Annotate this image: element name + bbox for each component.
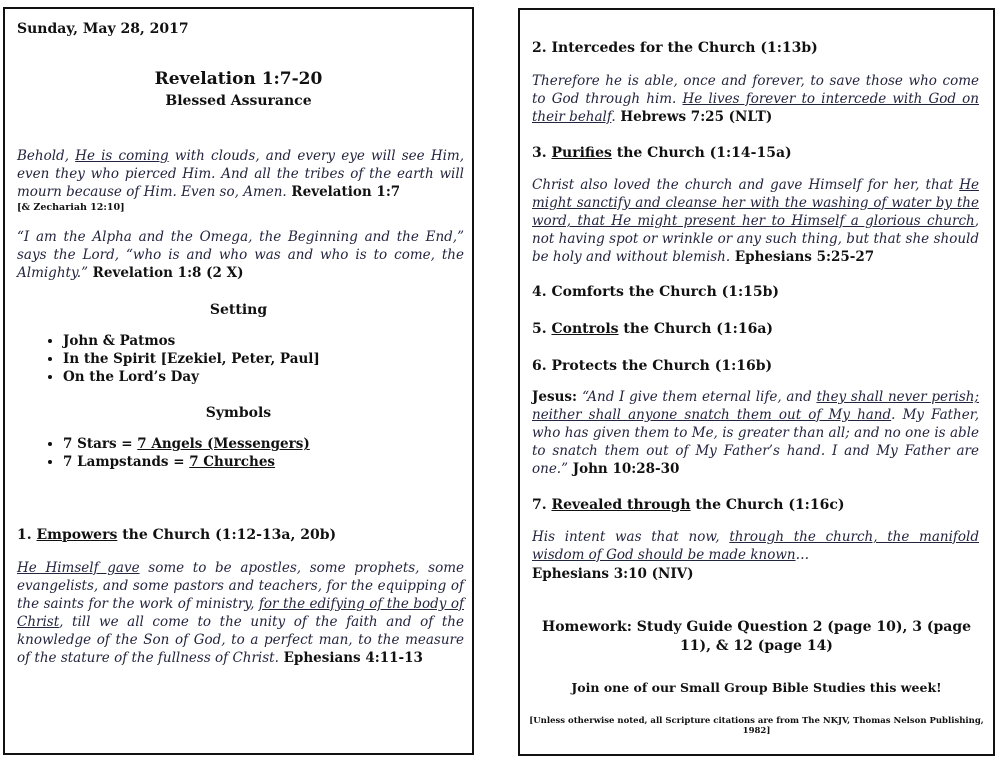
verse-john-10-28: Jesus: “And I give them eternal life, and they shall never perish; neither shall anyone snatch them out of My hand. My Father, who has given them to Me, is greater than all; and no one is able to snatch them out of My Father’s hand. I and My Father are one.” John 10:28-30 — [532, 389, 979, 477]
left-page — [3, 7, 474, 755]
verse-ephesians-5-25: Christ also loved the church and gave Himself for her, that He might sanctify and cleanse her with the washing of water by the word, that He might present her to Himself a glorious church, not having spot or wrinkle or any such thing, but that she should be holy and without blemish. Ephesians 5:25-27 — [532, 177, 979, 265]
verse-revelation-1-7: Behold, He is coming with clouds, and every eye will see Him, even they who pierced Him. And all the tribes of the earth will mourn because of Him. Even so, Amen. Revelation 1:7 — [17, 148, 464, 200]
verse-hebrews-7-25: Therefore he is able, once and forever, to save those who come to God through him. He lives forever to intercede with God on their behalf. Hebrews 7:25 (NLT) — [532, 73, 979, 125]
verse-reference: John 10:28-30 — [568, 461, 680, 477]
setting-heading: Setting — [209, 302, 268, 318]
verse-reference: Ephesians 5:25-27 — [730, 249, 875, 265]
cross-reference: [& Zechariah 12:10] — [17, 202, 125, 213]
verse-ephesians-4-11: He Himself gave some to be apostles, some prophets, some evangelists, and some pastors and teachers, for the equipping of the saints for the work of ministry, for the edifying of the body of Christ, till we all come to the unity of the faith and of the knowledge of the Son of God, to a perfect man, to the measure of the stature of the fullness of Christ. Ephesians 4:11-13 — [17, 560, 465, 666]
point-2-heading: 2. Intercedes for the Church (1:13b) — [532, 40, 818, 56]
date: Sunday, May 28, 2017 — [17, 21, 189, 37]
verse-reference: Revelation 1:7 — [286, 184, 401, 200]
verse-reference: Ephesians 3:10 (NIV) — [532, 566, 694, 582]
verse-revelation-1-8: “I am the Alpha and the Omega, the Beginning and the End,” says the Lord, “who is and who was and who is to come, the Almighty.” Revelation 1:8 (2 X) — [17, 229, 464, 281]
point-4-heading: 4. Comforts the Church (1:15b) — [532, 284, 780, 300]
symbols-heading: Symbols — [205, 405, 272, 421]
verse-reference: Ephesians 4:11-13 — [278, 650, 423, 666]
list-item: • John & Patmos — [63, 332, 320, 350]
verse-ephesians-3-10: His intent was that now, through the church, the manifold wisdom of God should be made known… — [532, 529, 979, 563]
footnote: [Unless otherwise noted, all Scripture citations are from The NKJV, Thomas Nelson Publishing, 1982] — [529, 716, 984, 736]
verse-reference: Hebrews 7:25 (NLT) — [615, 109, 773, 125]
list-item: • 7 Lampstands = 7 Churches — [63, 453, 310, 471]
list-item: • 7 Stars = 7 Angels (Messengers) — [63, 435, 310, 453]
list-item: • On the Lord’s Day — [63, 368, 320, 386]
small-group-invite: Join one of our Small Group Bible Studies this week! — [571, 680, 942, 695]
right-page — [518, 8, 995, 756]
homework: Homework: Study Guide Question 2 (page 10), 3 (page 11), & 12 (page 14) — [541, 619, 972, 654]
point-1-heading: 1. Empowers the Church (1:12-13a, 20b) — [17, 527, 337, 543]
point-7-heading: 7. Revealed through the Church (1:16c) — [532, 497, 845, 513]
symbols-list — [23, 435, 310, 471]
setting-list — [23, 332, 320, 386]
sermon-subtitle: Blessed Assurance — [165, 93, 312, 109]
point-5-heading: 5. Controls the Church (1:16a) — [532, 321, 774, 337]
point-3-heading: 3. Purifies the Church (1:14-15a) — [532, 145, 792, 161]
verse-reference: Revelation 1:8 (2 X) — [87, 265, 244, 281]
list-item: • In the Spirit [Ezekiel, Peter, Paul] — [63, 350, 320, 368]
point-6-heading: 6. Protects the Church (1:16b) — [532, 358, 773, 374]
sermon-title: Revelation 1:7-20 — [154, 69, 323, 89]
